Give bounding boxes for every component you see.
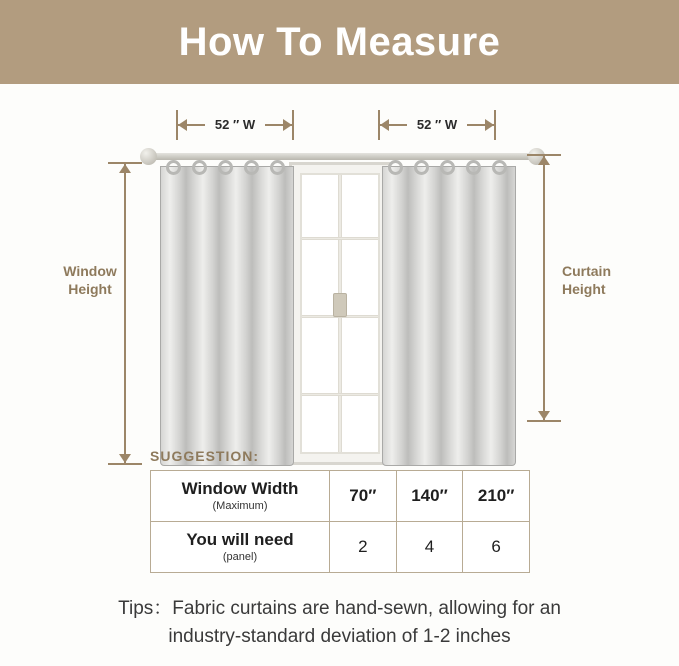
cell-value: 140″ (411, 486, 448, 505)
grommet-icon (414, 160, 429, 175)
table-row (151, 471, 530, 522)
page-title: How To Measure (178, 20, 501, 64)
left-width-dimension (176, 110, 294, 140)
curtain-height-dimension (527, 154, 561, 422)
table-cell (463, 522, 530, 573)
row-label-window-width (151, 471, 330, 522)
dimension-arrow-right-icon (485, 119, 494, 131)
table-cell (396, 522, 463, 573)
window-frame (289, 162, 391, 465)
window-height-label (44, 262, 136, 298)
dimension-arrow-left-icon (380, 119, 389, 131)
curtain-fabric (382, 166, 516, 466)
tips-label: Tips： (118, 598, 173, 619)
grommet-icon (244, 160, 259, 175)
dimension-cap-bottom (527, 420, 561, 422)
table-cell (330, 522, 397, 573)
curtain-panel-left (160, 156, 294, 466)
table-cell (463, 471, 530, 522)
cell-value: 6 (491, 537, 501, 556)
suggestion-heading: SUGGESTION: (150, 448, 260, 464)
table-cell (330, 471, 397, 522)
right-width-label: 52 ″ W (407, 110, 467, 140)
curtain-fabric (160, 166, 294, 466)
grommet-icon (466, 160, 481, 175)
grommet-icon (440, 160, 455, 175)
row-label-sub: (panel) (222, 551, 258, 563)
window-height-label-line1: Window (63, 263, 117, 279)
row-label-sub: (Maximum) (212, 500, 268, 512)
dimension-arrow-up-icon (538, 156, 550, 165)
suggestion-table-wrapper (150, 470, 530, 573)
right-width-dimension (378, 110, 496, 140)
window-height-label-line2: Height (68, 281, 112, 297)
grommet-icon (270, 160, 285, 175)
tips-first-line (0, 595, 679, 623)
grommet-icon (388, 160, 403, 175)
curtain-height-label-line2: Height (562, 281, 606, 297)
cell-value: 2 (358, 537, 368, 556)
curtain-height-label-line1: Curtain (562, 263, 611, 279)
dimension-arrow-up-icon (119, 164, 131, 173)
dimension-cap-right (494, 110, 496, 140)
measurement-diagram (0, 84, 679, 444)
dimension-cap-bottom (108, 463, 142, 465)
grommet-icon (166, 160, 181, 175)
dimension-cap-right (292, 110, 294, 140)
curtain-panel-right (382, 156, 516, 466)
cell-value: 4 (424, 537, 435, 556)
left-width-label: 52 ″ W (205, 110, 265, 140)
window-latch-icon (333, 293, 347, 317)
window-height-dimension (108, 162, 142, 465)
curtain-rod-finial-left (140, 148, 157, 165)
dimension-arrow-down-icon (119, 454, 131, 463)
table-row (151, 522, 530, 573)
header-banner (0, 0, 679, 84)
tips-section (0, 595, 679, 651)
table-cell (396, 471, 463, 522)
dimension-arrow-down-icon (538, 411, 550, 420)
grommet-icon (192, 160, 207, 175)
cell-value: 70″ (349, 486, 377, 505)
window-glass (300, 173, 380, 454)
tips-line2: industry-standard deviation of 1-2 inches (168, 626, 511, 647)
row-label-main: Window Width (181, 479, 299, 498)
dimension-arrow-left-icon (178, 119, 187, 131)
curtain-grommets-left (160, 160, 294, 176)
dimension-line (124, 162, 126, 465)
grommet-icon (492, 160, 507, 175)
dimension-line (543, 154, 545, 422)
window-mullion-horizontal (302, 237, 378, 240)
window-mullion-horizontal (302, 393, 378, 396)
grommet-icon (218, 160, 233, 175)
dimension-arrow-right-icon (283, 119, 292, 131)
curtain-height-label (562, 262, 662, 298)
row-label-main: You will need (186, 530, 294, 549)
cell-value: 210″ (477, 486, 515, 505)
curtain-grommets-right (382, 160, 516, 176)
tips-line1: Fabric curtains are hand-sewn, allowing for an (172, 598, 561, 619)
row-label-panels-needed (151, 522, 330, 573)
suggestion-table (150, 470, 530, 573)
